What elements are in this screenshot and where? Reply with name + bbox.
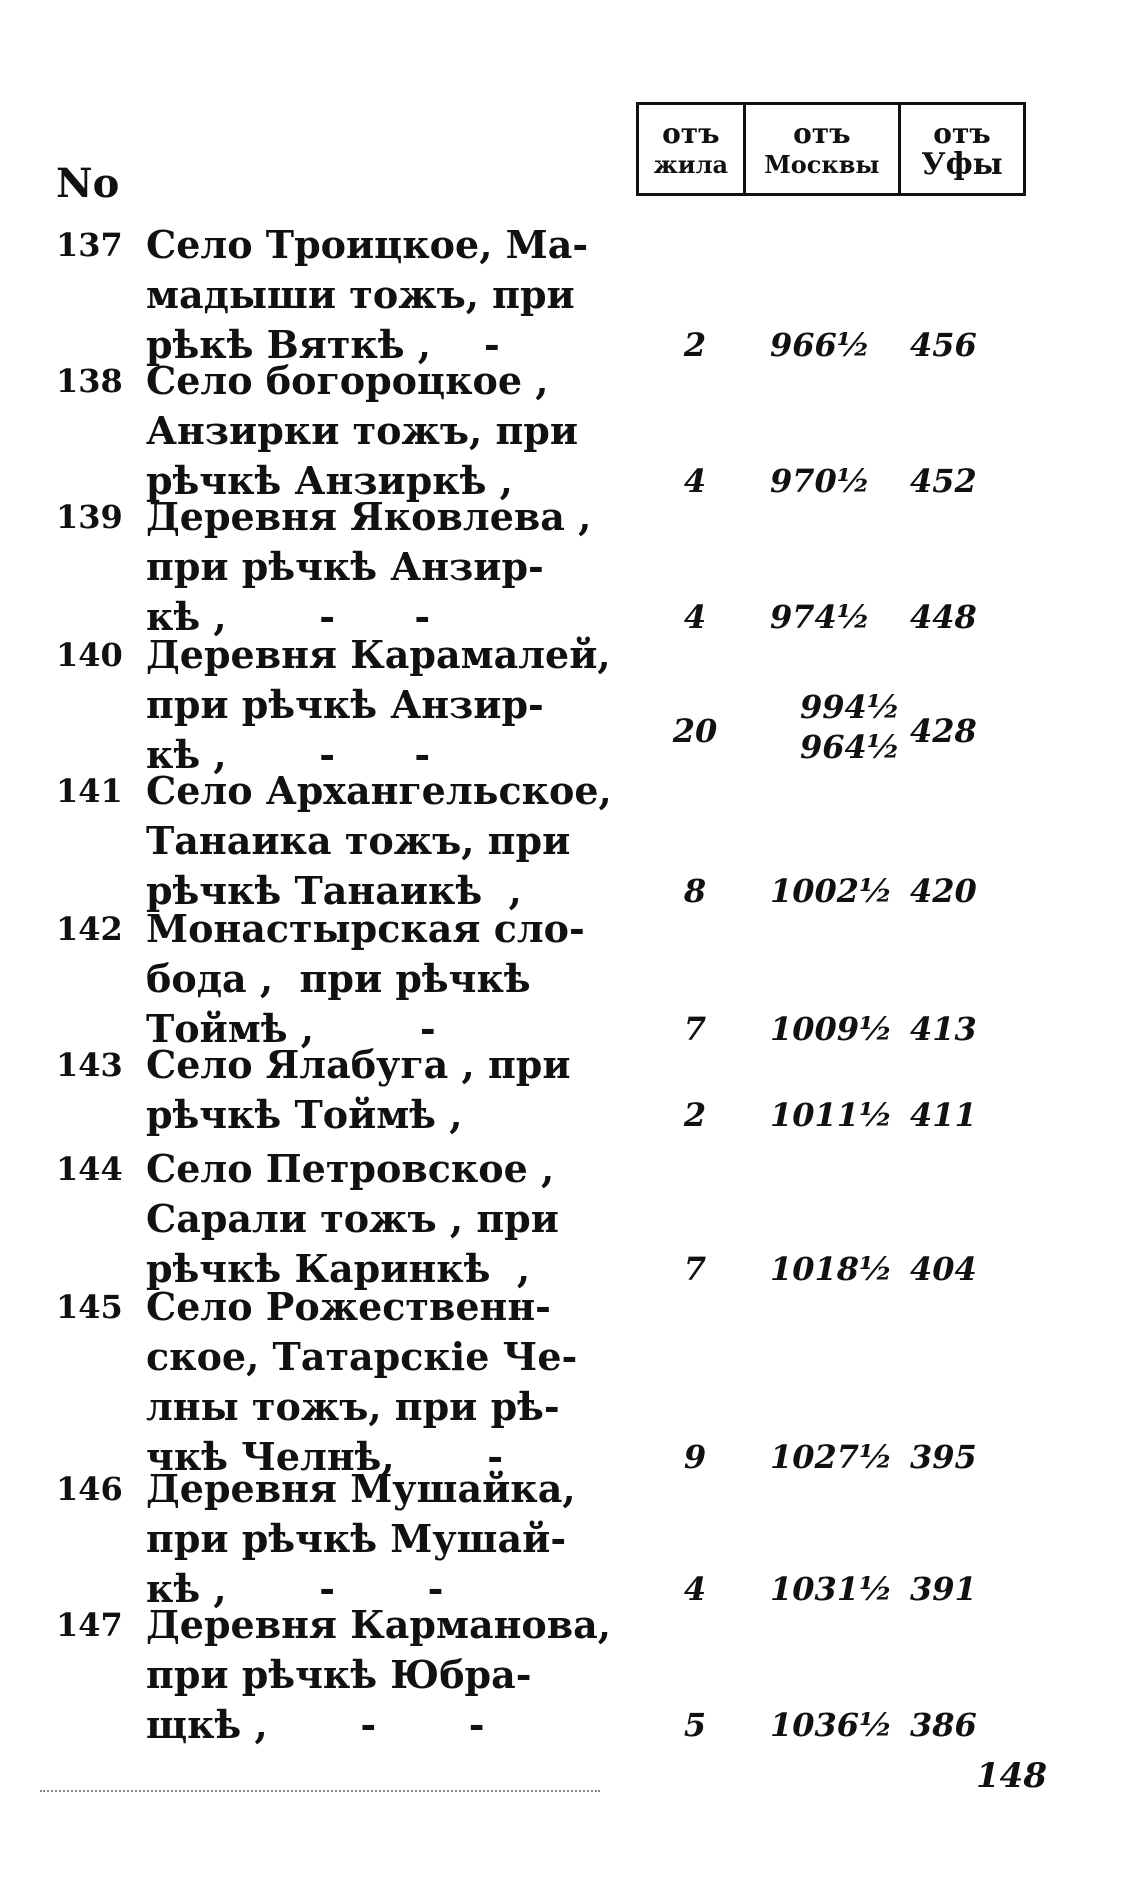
distance-from-moscow: 994½	[800, 688, 901, 726]
entry-name-line: Село Ялабуга , при	[146, 1042, 571, 1087]
entry-name-line: рѣчкѣ Танаикѣ ,	[146, 868, 522, 913]
entry-name-line: Сарали тожъ , при	[146, 1196, 559, 1241]
entry-name	[146, 904, 586, 1054]
column-header-from-ufa-top: отъ	[933, 117, 991, 150]
distance-from-ufa: 395	[910, 1438, 977, 1476]
entry-number: 142	[56, 910, 123, 948]
distance-from-moscow: 1009½	[770, 1010, 893, 1048]
distance-from-ufa: 391	[910, 1570, 977, 1608]
entry-name-line: ское, Татарскiе Че-	[146, 1334, 578, 1379]
entry-name	[146, 1600, 612, 1750]
entry-number: 137	[56, 226, 123, 264]
distance-from-moscow-alt: 964½	[800, 728, 901, 766]
distance-from-ufa: 420	[910, 872, 977, 910]
distance-from-ufa: 448	[910, 598, 977, 636]
entry-name-line: при рѣчкѣ Анзир-	[146, 682, 544, 727]
entry-name-line: рѣчкѣ Каринкѣ ,	[146, 1246, 531, 1291]
entry-name-line: Село Троицкое, Ма-	[146, 222, 589, 267]
entry-name	[146, 220, 589, 370]
distance-from-zhila: 4	[683, 598, 707, 636]
entry-name-line: Село Петровское ,	[146, 1146, 555, 1191]
distance-from-moscow: 1036½	[770, 1706, 893, 1744]
distance-from-moscow: 1018½	[770, 1250, 893, 1288]
distance-from-zhila: 7	[683, 1010, 707, 1048]
distance-from-zhila: 2	[683, 326, 707, 364]
entry-name	[146, 492, 592, 642]
distance-from-zhila: 2	[683, 1096, 707, 1134]
entry-number: 141	[56, 772, 123, 810]
column-header-from-ufa	[898, 105, 1023, 193]
entry-name-line: при рѣчкѣ Мушай-	[146, 1516, 567, 1561]
entry-name-line: при рѣчкѣ Юбра-	[146, 1652, 532, 1697]
entry-name-line: кѣ , - -	[146, 732, 431, 777]
entry-name	[146, 1040, 586, 1140]
number-column-label: No	[56, 160, 120, 207]
distance-from-moscow: 970½	[770, 462, 871, 500]
entry-number: 138	[56, 362, 123, 400]
column-header-from-zhila-top: отъ	[662, 117, 720, 150]
distance-from-zhila: 4	[683, 462, 707, 500]
distance-from-ufa: 404	[910, 1250, 977, 1288]
entry-name-line: рѣчкѣ Анзиркѣ ,	[146, 458, 513, 503]
entry-name	[146, 1282, 586, 1482]
entry-name-line: Деревня Карамалей,	[146, 632, 611, 677]
column-header-from-ufa-bottom: Уфы	[921, 147, 1003, 182]
entry-name-line: лны тожъ, при рѣ-	[146, 1384, 560, 1429]
column-header-from-moscow	[743, 105, 898, 193]
entry-number: 147	[56, 1606, 123, 1644]
distance-from-zhila: 4	[683, 1570, 707, 1608]
page-catchword: 148	[976, 1756, 1047, 1796]
distance-from-moscow: 974½	[770, 598, 871, 636]
entry-name-line: кѣ , - -	[146, 1566, 444, 1611]
entry-name	[146, 766, 612, 916]
distance-from-moscow: 1027½	[770, 1438, 893, 1476]
entry-name-line: Монастырская сло-	[146, 906, 585, 951]
distance-from-ufa: 428	[910, 712, 977, 750]
entry-number: 139	[56, 498, 123, 536]
entry-name-line: щкѣ , - -	[146, 1702, 485, 1747]
entry-name-line: мадыши тожъ, при	[146, 272, 575, 317]
entry-name	[146, 356, 586, 506]
entry-number: 145	[56, 1288, 123, 1326]
entry-number: 143	[56, 1046, 123, 1084]
column-header-from-zhila-bottom: жила	[653, 150, 729, 179]
entry-name-line: Танаика тожъ, при	[146, 818, 571, 863]
entry-name-line: Деревня Карманова,	[146, 1602, 612, 1647]
distance-from-ufa: 411	[910, 1096, 977, 1134]
column-header-box	[636, 102, 1026, 196]
bottom-rule	[40, 1790, 600, 1792]
entry-name-line: рѣчкѣ Тоймѣ ,	[146, 1092, 463, 1137]
entry-name-line: кѣ , - -	[146, 594, 431, 639]
distance-from-zhila: 8	[683, 872, 707, 910]
entry-name	[146, 1464, 586, 1614]
entry-name-line: Тоймѣ , -	[146, 1006, 436, 1051]
distance-from-zhila: 7	[683, 1250, 707, 1288]
entry-number: 144	[56, 1150, 123, 1188]
distance-from-ufa: 452	[910, 462, 977, 500]
distance-from-moscow: 966½	[770, 326, 871, 364]
entry-name-line: Село богороцкое ,	[146, 358, 549, 403]
distance-from-zhila: 20	[672, 712, 718, 750]
entry-name-line: Село Архангельское,	[146, 768, 612, 813]
column-header-from-zhila	[639, 105, 743, 193]
entry-name-line: чкѣ Челнѣ, -	[146, 1434, 504, 1479]
distance-from-ufa: 413	[910, 1010, 977, 1048]
entry-name-line: Село Рожественн-	[146, 1284, 551, 1329]
entry-name-line: Деревня Мушайка,	[146, 1466, 576, 1511]
distance-from-moscow: 1031½	[770, 1570, 893, 1608]
entry-number: 146	[56, 1470, 123, 1508]
distance-from-moscow: 1002½	[770, 872, 893, 910]
column-header-from-moscow-bottom: Москвы	[764, 150, 880, 179]
distance-from-moscow: 1011½	[770, 1096, 893, 1134]
entry-name	[146, 1144, 586, 1294]
distance-from-zhila: 5	[683, 1706, 707, 1744]
column-header-from-moscow-top: отъ	[793, 117, 851, 150]
entry-name-line: при рѣчкѣ Анзир-	[146, 544, 544, 589]
entry-name-line: бода , при рѣчкѣ	[146, 956, 531, 1001]
entry-number: 140	[56, 636, 123, 674]
distance-from-ufa: 386	[910, 1706, 977, 1744]
distance-from-zhila: 9	[683, 1438, 707, 1476]
distance-from-ufa: 456	[910, 326, 977, 364]
entry-name-line: Анзирки тожъ, при	[146, 408, 579, 453]
entry-name-line: Деревня Яковлева ,	[146, 494, 592, 539]
entry-name	[146, 630, 611, 780]
entry-name-line: рѣкѣ Вяткѣ , -	[146, 322, 500, 367]
